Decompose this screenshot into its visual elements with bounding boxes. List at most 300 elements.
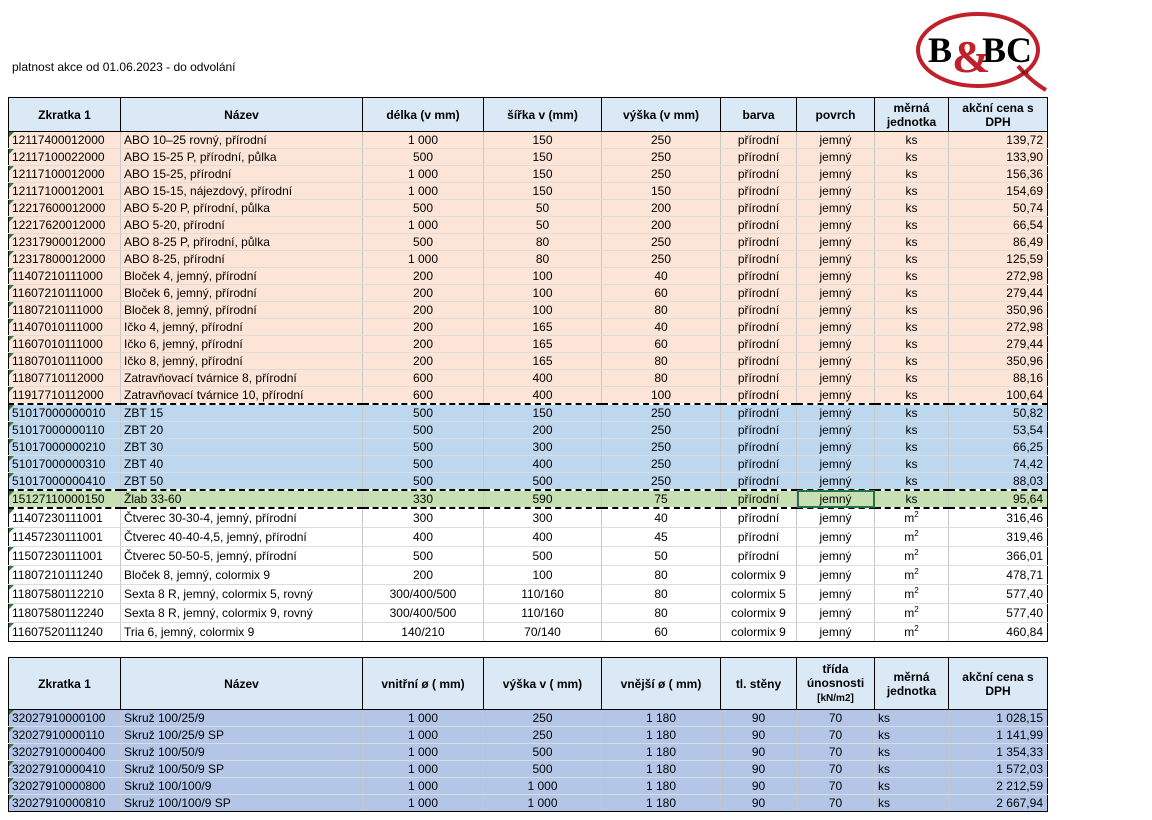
price-cell[interactable]: 577,40: [949, 585, 1048, 604]
surface-cell[interactable]: jemný: [797, 528, 875, 547]
unit-cell[interactable]: [875, 149, 949, 166]
height-cell[interactable]: 200: [602, 200, 721, 217]
color-cell[interactable]: přírodní: [721, 149, 797, 166]
wall-thickness-cell[interactable]: 90: [721, 710, 797, 727]
color-cell[interactable]: přírodní: [721, 251, 797, 268]
length-cell[interactable]: 500: [363, 200, 484, 217]
product-name-cell[interactable]: ABO 8-25 P, přírodní, půlka: [121, 234, 363, 251]
length-cell[interactable]: 1 000: [363, 217, 484, 234]
unit-cell[interactable]: [875, 353, 949, 370]
color-cell[interactable]: přírodní: [721, 387, 797, 405]
color-cell[interactable]: přírodní: [721, 234, 797, 251]
load-class-cell[interactable]: 70: [797, 710, 875, 727]
surface-cell[interactable]: jemný: [797, 217, 875, 234]
product-code-cell[interactable]: 12317800012000: [9, 251, 121, 268]
height-cell[interactable]: 250: [602, 251, 721, 268]
length-cell[interactable]: 330: [363, 490, 484, 508]
length-cell[interactable]: 200: [363, 268, 484, 285]
surface-cell[interactable]: jemný: [797, 623, 875, 642]
inner-diameter-cell[interactable]: 1 000: [363, 778, 484, 795]
product-name-cell[interactable]: Bloček 4, jemný, přírodní: [121, 268, 363, 285]
load-class-cell[interactable]: 70: [797, 744, 875, 761]
product-name-cell[interactable]: ABO 15-25, přírodní: [121, 166, 363, 183]
price-cell[interactable]: 95,64: [949, 490, 1048, 508]
height-cell[interactable]: 250: [602, 439, 721, 456]
color-cell[interactable]: přírodní: [721, 217, 797, 234]
width-cell[interactable]: 400: [484, 387, 602, 405]
length-cell[interactable]: 500: [363, 456, 484, 473]
wall-thickness-cell[interactable]: 90: [721, 727, 797, 744]
product-code-cell[interactable]: 51017000000210: [9, 439, 121, 456]
length-cell[interactable]: 300: [363, 508, 484, 528]
color-cell[interactable]: přírodní: [721, 302, 797, 319]
unit-cell[interactable]: [875, 508, 949, 528]
product-code-cell[interactable]: 11407210111000: [9, 268, 121, 285]
color-cell[interactable]: přírodní: [721, 132, 797, 149]
unit-cell[interactable]: [875, 166, 949, 183]
product-name-cell[interactable]: Skruž 100/50/9: [121, 744, 363, 761]
price-cell[interactable]: 316,46: [949, 508, 1048, 528]
width-cell[interactable]: 400: [484, 456, 602, 473]
product-code-cell[interactable]: 11807010111000: [9, 353, 121, 370]
price-cell[interactable]: 74,42: [949, 456, 1048, 473]
color-cell[interactable]: přírodní: [721, 490, 797, 508]
height-cell[interactable]: 250: [602, 473, 721, 491]
outer-diameter-cell[interactable]: 1 180: [602, 778, 721, 795]
price-cell[interactable]: 1 028,15: [949, 710, 1048, 727]
width-cell[interactable]: 80: [484, 251, 602, 268]
surface-cell[interactable]: jemný: [797, 473, 875, 491]
unit-cell[interactable]: [875, 623, 949, 642]
height-cell[interactable]: 500: [484, 761, 602, 778]
product-code-cell[interactable]: 11807580112210: [9, 585, 121, 604]
color-cell[interactable]: přírodní: [721, 336, 797, 353]
height-cell[interactable]: 80: [602, 604, 721, 623]
height-cell[interactable]: 100: [602, 387, 721, 405]
outer-diameter-cell[interactable]: 1 180: [602, 795, 721, 812]
price-cell[interactable]: 154,69: [949, 183, 1048, 200]
width-cell[interactable]: 50: [484, 217, 602, 234]
color-cell[interactable]: přírodní: [721, 528, 797, 547]
product-code-cell[interactable]: 32027910000810: [9, 795, 121, 812]
unit-cell[interactable]: [875, 200, 949, 217]
unit-cell[interactable]: [875, 319, 949, 336]
product-name-cell[interactable]: Čtverec 30-30-4, jemný, přírodní: [121, 508, 363, 528]
product-name-cell[interactable]: Tria 6, jemný, colormix 9: [121, 623, 363, 642]
price-cell[interactable]: 66,54: [949, 217, 1048, 234]
color-cell[interactable]: přírodní: [721, 422, 797, 439]
load-class-cell[interactable]: 70: [797, 761, 875, 778]
unit-cell[interactable]: [875, 370, 949, 387]
height-cell[interactable]: 60: [602, 336, 721, 353]
price-cell[interactable]: 125,59: [949, 251, 1048, 268]
surface-cell[interactable]: jemný: [797, 166, 875, 183]
product-code-cell[interactable]: 32027910000100: [9, 710, 121, 727]
surface-cell[interactable]: jemný: [797, 302, 875, 319]
unit-cell[interactable]: [875, 268, 949, 285]
height-cell[interactable]: 80: [602, 566, 721, 585]
product-code-cell[interactable]: 12117100022000: [9, 149, 121, 166]
unit-cell[interactable]: [875, 528, 949, 547]
product-name-cell[interactable]: ZBT 30: [121, 439, 363, 456]
price-cell[interactable]: 53,54: [949, 422, 1048, 439]
product-code-cell[interactable]: 11607520111240: [9, 623, 121, 642]
product-name-cell[interactable]: Žlab 33-60: [121, 490, 363, 508]
surface-cell[interactable]: jemný: [797, 370, 875, 387]
price-cell[interactable]: 478,71: [949, 566, 1048, 585]
unit-cell[interactable]: ks: [875, 761, 949, 778]
product-code-cell[interactable]: 32027910000410: [9, 761, 121, 778]
product-code-cell[interactable]: 11607010111000: [9, 336, 121, 353]
product-name-cell[interactable]: ABO 5-20, přírodní: [121, 217, 363, 234]
product-code-cell[interactable]: 12117100012001: [9, 183, 121, 200]
product-code-cell[interactable]: 32027910000400: [9, 744, 121, 761]
surface-cell[interactable]: jemný: [797, 183, 875, 200]
width-cell[interactable]: 150: [484, 132, 602, 149]
width-cell[interactable]: 590: [484, 490, 602, 508]
width-cell[interactable]: 100: [484, 285, 602, 302]
price-cell[interactable]: 2 667,94: [949, 795, 1048, 812]
color-cell[interactable]: přírodní: [721, 183, 797, 200]
height-cell[interactable]: 250: [602, 422, 721, 439]
load-class-cell[interactable]: 70: [797, 778, 875, 795]
product-name-cell[interactable]: Sexta 8 R, jemný, colormix 5, rovný: [121, 585, 363, 604]
wall-thickness-cell[interactable]: 90: [721, 761, 797, 778]
product-code-cell[interactable]: 11807210111240: [9, 566, 121, 585]
wall-thickness-cell[interactable]: 90: [721, 778, 797, 795]
unit-cell[interactable]: [875, 585, 949, 604]
height-cell[interactable]: 40: [602, 268, 721, 285]
product-name-cell[interactable]: Ičko 8, jemný, přírodní: [121, 353, 363, 370]
surface-cell[interactable]: jemný: [797, 285, 875, 302]
surface-cell[interactable]: jemný: [797, 547, 875, 566]
color-cell[interactable]: přírodní: [721, 370, 797, 387]
length-cell[interactable]: 1 000: [363, 166, 484, 183]
product-name-cell[interactable]: ABO 15-25 P, přírodní, půlka: [121, 149, 363, 166]
product-name-cell[interactable]: Bloček 8, jemný, přírodní: [121, 302, 363, 319]
unit-cell[interactable]: [875, 234, 949, 251]
wall-thickness-cell[interactable]: 90: [721, 744, 797, 761]
width-cell[interactable]: 500: [484, 547, 602, 566]
length-cell[interactable]: 300/400/500: [363, 585, 484, 604]
unit-cell[interactable]: [875, 302, 949, 319]
price-cell[interactable]: 66,25: [949, 439, 1048, 456]
outer-diameter-cell[interactable]: 1 180: [602, 744, 721, 761]
product-code-cell[interactable]: 11507230111001: [9, 547, 121, 566]
color-cell[interactable]: přírodní: [721, 508, 797, 528]
surface-cell[interactable]: jemný: [797, 439, 875, 456]
price-cell[interactable]: 88,16: [949, 370, 1048, 387]
product-name-cell[interactable]: ZBT 40: [121, 456, 363, 473]
width-cell[interactable]: 70/140: [484, 623, 602, 642]
height-cell[interactable]: 250: [602, 234, 721, 251]
width-cell[interactable]: 165: [484, 353, 602, 370]
surface-cell[interactable]: jemný: [797, 336, 875, 353]
price-cell[interactable]: 1 572,03: [949, 761, 1048, 778]
product-name-cell[interactable]: Bloček 8, jemný, colormix 9: [121, 566, 363, 585]
product-name-cell[interactable]: Ičko 6, jemný, přírodní: [121, 336, 363, 353]
inner-diameter-cell[interactable]: 1 000: [363, 744, 484, 761]
color-cell[interactable]: přírodní: [721, 285, 797, 302]
product-name-cell[interactable]: Skruž 100/25/9 SP: [121, 727, 363, 744]
product-name-cell[interactable]: Skruž 100/100/9 SP: [121, 795, 363, 812]
width-cell[interactable]: 150: [484, 166, 602, 183]
surface-cell[interactable]: jemný: [797, 319, 875, 336]
length-cell[interactable]: 200: [363, 302, 484, 319]
unit-cell[interactable]: [875, 547, 949, 566]
product-name-cell[interactable]: Bloček 6, jemný, přírodní: [121, 285, 363, 302]
height-cell[interactable]: 75: [602, 490, 721, 508]
price-cell[interactable]: 272,98: [949, 319, 1048, 336]
price-cell[interactable]: 50,82: [949, 404, 1048, 422]
price-cell[interactable]: 350,96: [949, 302, 1048, 319]
price-cell[interactable]: 2 212,59: [949, 778, 1048, 795]
width-cell[interactable]: 300: [484, 508, 602, 528]
width-cell[interactable]: 110/160: [484, 585, 602, 604]
product-name-cell[interactable]: ABO 8-25, přírodní: [121, 251, 363, 268]
product-code-cell[interactable]: 11917710112000: [9, 387, 121, 405]
width-cell[interactable]: 150: [484, 404, 602, 422]
product-code-cell[interactable]: 11807580112240: [9, 604, 121, 623]
length-cell[interactable]: 600: [363, 370, 484, 387]
surface-cell[interactable]: jemný: [797, 490, 875, 508]
unit-cell[interactable]: [875, 387, 949, 405]
product-code-cell[interactable]: 51017000000310: [9, 456, 121, 473]
color-cell[interactable]: colormix 9: [721, 604, 797, 623]
unit-cell[interactable]: [875, 336, 949, 353]
unit-cell[interactable]: ks: [875, 710, 949, 727]
surface-cell[interactable]: jemný: [797, 353, 875, 370]
surface-cell[interactable]: jemný: [797, 585, 875, 604]
surface-cell[interactable]: jemný: [797, 387, 875, 405]
unit-cell[interactable]: ks: [875, 727, 949, 744]
product-code-cell[interactable]: 12317900012000: [9, 234, 121, 251]
price-cell[interactable]: 460,84: [949, 623, 1048, 642]
color-cell[interactable]: colormix 5: [721, 585, 797, 604]
product-name-cell[interactable]: ZBT 20: [121, 422, 363, 439]
product-name-cell[interactable]: Zatravňovací tvárnice 10, přírodní: [121, 387, 363, 405]
height-cell[interactable]: 250: [602, 132, 721, 149]
surface-cell[interactable]: jemný: [797, 404, 875, 422]
inner-diameter-cell[interactable]: 1 000: [363, 761, 484, 778]
surface-cell[interactable]: jemný: [797, 200, 875, 217]
color-cell[interactable]: přírodní: [721, 439, 797, 456]
width-cell[interactable]: 200: [484, 422, 602, 439]
length-cell[interactable]: 200: [363, 319, 484, 336]
product-name-cell[interactable]: Zatravňovací tvárnice 8, přírodní: [121, 370, 363, 387]
unit-cell[interactable]: [875, 217, 949, 234]
product-code-cell[interactable]: 32027910000800: [9, 778, 121, 795]
length-cell[interactable]: 500: [363, 547, 484, 566]
outer-diameter-cell[interactable]: 1 180: [602, 710, 721, 727]
color-cell[interactable]: přírodní: [721, 404, 797, 422]
unit-cell[interactable]: [875, 604, 949, 623]
unit-cell[interactable]: [875, 132, 949, 149]
unit-cell[interactable]: [875, 422, 949, 439]
price-cell[interactable]: 1 141,99: [949, 727, 1048, 744]
surface-cell[interactable]: jemný: [797, 149, 875, 166]
color-cell[interactable]: colormix 9: [721, 566, 797, 585]
length-cell[interactable]: 200: [363, 353, 484, 370]
width-cell[interactable]: 50: [484, 200, 602, 217]
price-cell[interactable]: 133,90: [949, 149, 1048, 166]
height-cell[interactable]: 60: [602, 623, 721, 642]
length-cell[interactable]: 500: [363, 473, 484, 491]
height-cell[interactable]: 250: [484, 710, 602, 727]
price-cell[interactable]: 156,36: [949, 166, 1048, 183]
price-cell[interactable]: 88,03: [949, 473, 1048, 491]
price-cell[interactable]: 272,98: [949, 268, 1048, 285]
product-code-cell[interactable]: 32027910000110: [9, 727, 121, 744]
length-cell[interactable]: 200: [363, 566, 484, 585]
product-code-cell[interactable]: 11607210111000: [9, 285, 121, 302]
unit-cell[interactable]: [875, 183, 949, 200]
unit-cell[interactable]: [875, 439, 949, 456]
load-class-cell[interactable]: 70: [797, 727, 875, 744]
height-cell[interactable]: 40: [602, 508, 721, 528]
length-cell[interactable]: 1 000: [363, 183, 484, 200]
unit-cell[interactable]: [875, 456, 949, 473]
price-cell[interactable]: 279,44: [949, 336, 1048, 353]
color-cell[interactable]: přírodní: [721, 353, 797, 370]
product-name-cell[interactable]: ABO 15-15, nájezdový, přírodní: [121, 183, 363, 200]
height-cell[interactable]: 50: [602, 547, 721, 566]
product-name-cell[interactable]: Čtverec 40-40-4,5, jemný, přírodní: [121, 528, 363, 547]
height-cell[interactable]: 80: [602, 370, 721, 387]
color-cell[interactable]: colormix 9: [721, 623, 797, 642]
product-name-cell[interactable]: Skruž 100/100/9: [121, 778, 363, 795]
height-cell[interactable]: 500: [484, 744, 602, 761]
height-cell[interactable]: 80: [602, 353, 721, 370]
product-name-cell[interactable]: ABO 10–25 rovný, přírodní: [121, 132, 363, 149]
surface-cell[interactable]: jemný: [797, 456, 875, 473]
product-code-cell[interactable]: 51017000000010: [9, 404, 121, 422]
surface-cell[interactable]: jemný: [797, 422, 875, 439]
length-cell[interactable]: 400: [363, 528, 484, 547]
price-cell[interactable]: 100,64: [949, 387, 1048, 405]
surface-cell[interactable]: jemný: [797, 566, 875, 585]
product-name-cell[interactable]: ZBT 15: [121, 404, 363, 422]
inner-diameter-cell[interactable]: 1 000: [363, 710, 484, 727]
height-cell[interactable]: 250: [602, 166, 721, 183]
length-cell[interactable]: 500: [363, 439, 484, 456]
width-cell[interactable]: 150: [484, 183, 602, 200]
width-cell[interactable]: 500: [484, 473, 602, 491]
outer-diameter-cell[interactable]: 1 180: [602, 761, 721, 778]
product-code-cell[interactable]: 12217620012000: [9, 217, 121, 234]
width-cell[interactable]: 400: [484, 370, 602, 387]
surface-cell[interactable]: jemný: [797, 268, 875, 285]
outer-diameter-cell[interactable]: 1 180: [602, 727, 721, 744]
width-cell[interactable]: 150: [484, 149, 602, 166]
load-class-cell[interactable]: 70: [797, 795, 875, 812]
surface-cell[interactable]: jemný: [797, 132, 875, 149]
inner-diameter-cell[interactable]: 1 000: [363, 727, 484, 744]
price-cell[interactable]: 50,74: [949, 200, 1048, 217]
length-cell[interactable]: 1 000: [363, 132, 484, 149]
product-name-cell[interactable]: Skruž 100/25/9: [121, 710, 363, 727]
product-name-cell[interactable]: Sexta 8 R, jemný, colormix 9, rovný: [121, 604, 363, 623]
unit-cell[interactable]: [875, 404, 949, 422]
product-code-cell[interactable]: 11807710112000: [9, 370, 121, 387]
product-code-cell[interactable]: 11407010111000: [9, 319, 121, 336]
length-cell[interactable]: 200: [363, 336, 484, 353]
color-cell[interactable]: přírodní: [721, 200, 797, 217]
surface-cell[interactable]: jemný: [797, 234, 875, 251]
price-cell[interactable]: 577,40: [949, 604, 1048, 623]
product-name-cell[interactable]: Skruž 100/50/9 SP: [121, 761, 363, 778]
width-cell[interactable]: 100: [484, 268, 602, 285]
price-cell[interactable]: 1 354,33: [949, 744, 1048, 761]
length-cell[interactable]: 500: [363, 422, 484, 439]
height-cell[interactable]: 250: [602, 404, 721, 422]
product-code-cell[interactable]: 12117100012000: [9, 166, 121, 183]
width-cell[interactable]: 80: [484, 234, 602, 251]
height-cell[interactable]: 250: [602, 456, 721, 473]
height-cell[interactable]: 1 000: [484, 795, 602, 812]
product-code-cell[interactable]: 51017000000410: [9, 473, 121, 491]
height-cell[interactable]: 60: [602, 285, 721, 302]
surface-cell[interactable]: jemný: [797, 604, 875, 623]
length-cell[interactable]: 200: [363, 285, 484, 302]
color-cell[interactable]: přírodní: [721, 547, 797, 566]
price-cell[interactable]: 350,96: [949, 353, 1048, 370]
height-cell[interactable]: 250: [484, 727, 602, 744]
length-cell[interactable]: 500: [363, 404, 484, 422]
width-cell[interactable]: 100: [484, 566, 602, 585]
product-code-cell[interactable]: 11407230111001: [9, 508, 121, 528]
surface-cell[interactable]: jemný: [797, 251, 875, 268]
surface-cell[interactable]: jemný: [797, 508, 875, 528]
width-cell[interactable]: 110/160: [484, 604, 602, 623]
product-code-cell[interactable]: 11807210111000: [9, 302, 121, 319]
product-code-cell[interactable]: 11457230111001: [9, 528, 121, 547]
height-cell[interactable]: 80: [602, 302, 721, 319]
height-cell[interactable]: 1 000: [484, 778, 602, 795]
product-name-cell[interactable]: ABO 5-20 P, přírodní, půlka: [121, 200, 363, 217]
product-code-cell[interactable]: 15127110000150: [9, 490, 121, 508]
width-cell[interactable]: 165: [484, 319, 602, 336]
length-cell[interactable]: 500: [363, 234, 484, 251]
color-cell[interactable]: přírodní: [721, 268, 797, 285]
width-cell[interactable]: 300: [484, 439, 602, 456]
product-code-cell[interactable]: 51017000000110: [9, 422, 121, 439]
product-name-cell[interactable]: ZBT 50: [121, 473, 363, 491]
unit-cell[interactable]: ks: [875, 795, 949, 812]
price-cell[interactable]: 319,46: [949, 528, 1048, 547]
height-cell[interactable]: 150: [602, 183, 721, 200]
height-cell[interactable]: 40: [602, 319, 721, 336]
color-cell[interactable]: přírodní: [721, 473, 797, 491]
height-cell[interactable]: 45: [602, 528, 721, 547]
product-name-cell[interactable]: Ičko 4, jemný, přírodní: [121, 319, 363, 336]
color-cell[interactable]: přírodní: [721, 319, 797, 336]
height-cell[interactable]: 200: [602, 217, 721, 234]
color-cell[interactable]: přírodní: [721, 456, 797, 473]
product-name-cell[interactable]: Čtverec 50-50-5, jemný, přírodní: [121, 547, 363, 566]
unit-cell[interactable]: [875, 490, 949, 508]
unit-cell[interactable]: ks: [875, 778, 949, 795]
inner-diameter-cell[interactable]: 1 000: [363, 795, 484, 812]
width-cell[interactable]: 400: [484, 528, 602, 547]
length-cell[interactable]: 140/210: [363, 623, 484, 642]
price-cell[interactable]: 139,72: [949, 132, 1048, 149]
product-code-cell[interactable]: 12217600012000: [9, 200, 121, 217]
width-cell[interactable]: 100: [484, 302, 602, 319]
length-cell[interactable]: 600: [363, 387, 484, 405]
unit-cell[interactable]: [875, 251, 949, 268]
unit-cell[interactable]: [875, 473, 949, 491]
